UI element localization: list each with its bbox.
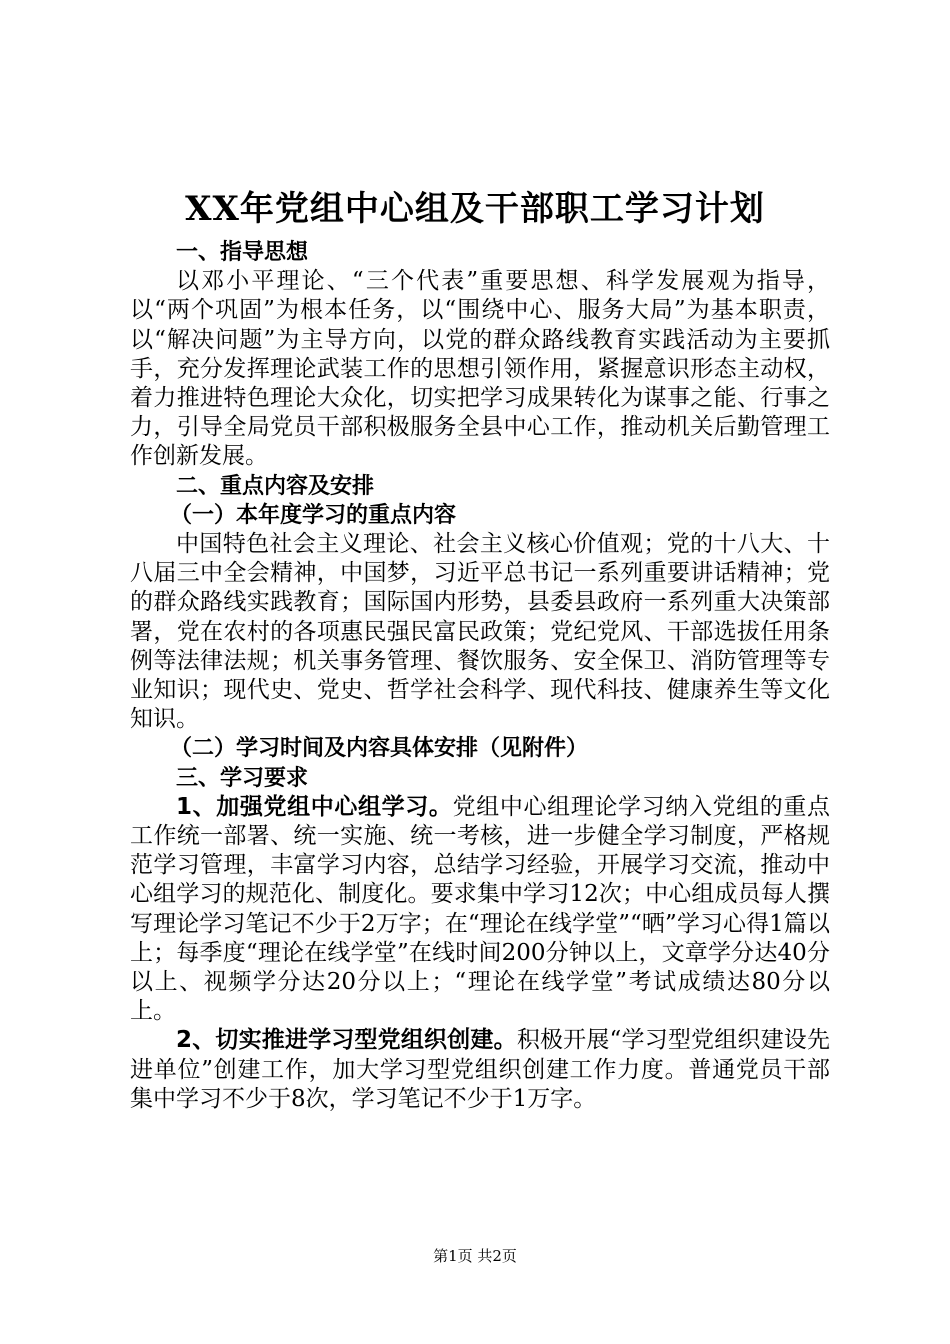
requirement-1-lead: 1、加强党组中心组学习。 xyxy=(176,793,453,820)
paragraph-guiding-thought: 以邓小平理论、“三个代表”重要思想、科学发展观为指导，以“两个巩固”为根本任务，以“围绕中心、服务大局”为基本职责，以“解决问题”为主导方向，以党的群众路线教育实践活动为主要抓手，充分发挥理论武装工作的思想引领作用，紧握意识形态主动权，着力推进特色理论大众化，切实把学习成果转化为谋事之能、行事之力，引导全局党员干部积极服务全县中心工作，推动机关后勤管理工作创新发展。 xyxy=(130,268,830,470)
paragraph-annual-focus: 中国特色社会主义理论、社会主义核心价值观；党的十八大、十八届三中全会精神，中国梦，习近平总书记一系列重要讲话精神；党的群众路线实践教育；国际国内形势，县委县政府一系列重大决策部署，党在农村的各项惠民强民富民政策；党纪党风、干部选拔任用条例等法律法规；机关事务管理、餐饮服务、安全保卫、消防管理等专业知识；现代史、党史、哲学社会科学、现代科技、健康养生等文化知识。 xyxy=(130,531,830,733)
section-heading-guiding-thought: 一、指导思想 xyxy=(176,240,309,265)
requirement-2-body: 积极开展“学习型党组织建设先进单位”创建工作，加大学习型党组织创建工作力度。普通党员干部集中学习不少于8次，学习笔记不少于1万字。 xyxy=(130,1027,830,1112)
page-footer: 第1页 共2页 xyxy=(433,1247,517,1265)
paragraph-requirement-1 xyxy=(130,793,830,1027)
paragraph-requirement-2 xyxy=(130,1026,830,1114)
subheading-schedule: （二）学习时间及内容具体安排（见附件） xyxy=(170,736,589,762)
requirement-2-lead: 2、切实推进学习型党组织创建。 xyxy=(176,1027,517,1054)
subheading-annual-focus: （一）本年度学习的重点内容 xyxy=(170,502,457,528)
document-title: XX年党组中心组及干部职工学习计划 xyxy=(185,189,765,229)
section-heading-key-content: 二、重点内容及安排 xyxy=(176,473,375,499)
section-heading-requirements: 三、学习要求 xyxy=(176,765,309,791)
requirement-1-body: 党组中心组理论学习纳入党组的重点工作统一部署、统一实施、统一考核，进一步健全学习制度，严格规范学习管理，丰富学习内容，总结学习经验，开展学习交流，推动中心组学习的规范化、制度化。要求集中学习12次；中心组成员每人撰写理论学习笔记不少于2万字；在“理论在线学堂”“晒”学习心得1篇以上；每季度“理论在线学堂”在线时间200分钟以上，文章学分达40分以上、视频学分达20分以上；“理论在线学堂”考试成绩达80分以上。 xyxy=(130,793,830,1025)
document-body xyxy=(130,238,830,1114)
